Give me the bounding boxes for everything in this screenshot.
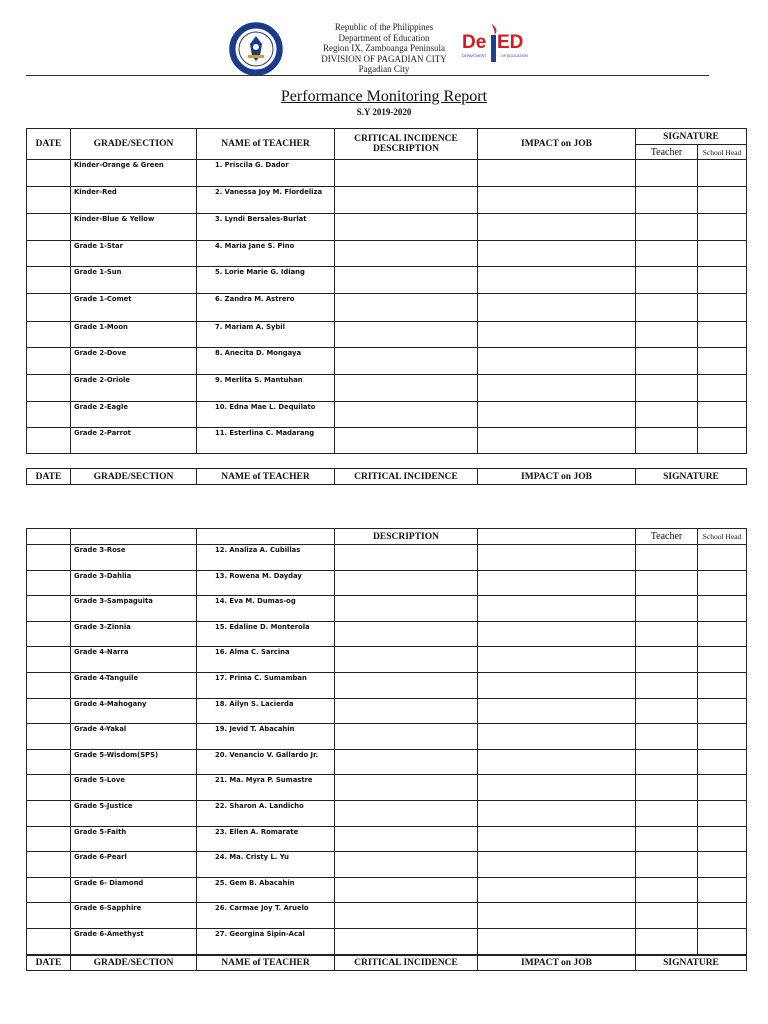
- col-date-header: DATE: [27, 129, 71, 160]
- school-head-signature-cell[interactable]: [698, 928, 747, 954]
- date-cell[interactable]: [27, 672, 71, 698]
- grade-section-cell: Kinder-Orange & Green: [71, 160, 197, 187]
- svg-text:OF EDUCATION: OF EDUCATION: [501, 54, 528, 58]
- grade-section-cell: Grade 2-Parrot: [71, 428, 197, 454]
- critical-incidence-cell[interactable]: [335, 775, 478, 801]
- critical-incidence-cell[interactable]: [335, 621, 478, 647]
- teacher-name-cell: 10. Edna Mae L. Dequilato: [197, 402, 335, 428]
- header-line-division: DIVISION OF PAGADIAN CITY: [321, 53, 447, 64]
- teacher-name-cell: 13. Rowena M. Dayday: [197, 570, 335, 596]
- impact-on-job-cell[interactable]: [478, 826, 636, 852]
- school-head-signature-cell[interactable]: [698, 214, 747, 241]
- table-row: [27, 214, 747, 241]
- col-sig-teacher-header: Teacher: [636, 529, 698, 545]
- critical-incidence-cell[interactable]: [335, 241, 478, 267]
- date-cell[interactable]: [27, 826, 71, 852]
- teacher-signature-cell[interactable]: [636, 749, 698, 775]
- impact-on-job-cell[interactable]: [478, 187, 636, 214]
- school-head-signature-cell[interactable]: [698, 375, 747, 402]
- table-row: [27, 749, 747, 775]
- teacher-signature-cell[interactable]: [636, 800, 698, 826]
- col-sig-head-header: School Head: [698, 529, 747, 545]
- date-cell[interactable]: [27, 375, 71, 402]
- col-incidence-header: CRITICAL INCIDENCE DESCRIPTION: [335, 129, 478, 160]
- header-line-republic: Republic of the Philippines: [334, 22, 434, 32]
- grade-section-cell: Grade 1-Sun: [71, 267, 197, 294]
- grade-section-cell: Grade 4-Tanguile: [71, 672, 197, 698]
- table-row: [27, 428, 747, 454]
- teacher-signature-cell[interactable]: [636, 187, 698, 214]
- col-signature-header: SIGNATURE: [636, 469, 747, 485]
- critical-incidence-cell[interactable]: [335, 800, 478, 826]
- table-row: [27, 724, 747, 750]
- impact-on-job-cell[interactable]: [478, 428, 636, 454]
- impact-on-job-cell[interactable]: [478, 800, 636, 826]
- teacher-signature-cell[interactable]: [636, 348, 698, 375]
- col-grade-header: GRADE/SECTION: [71, 956, 197, 971]
- date-cell[interactable]: [27, 160, 71, 187]
- teacher-signature-cell[interactable]: [636, 402, 698, 428]
- critical-incidence-cell[interactable]: [335, 570, 478, 596]
- date-cell[interactable]: [27, 749, 71, 775]
- date-cell[interactable]: [27, 322, 71, 348]
- critical-incidence-cell[interactable]: [335, 160, 478, 187]
- teacher-name-cell: 11. Esterlina C. Madarang: [197, 428, 335, 454]
- col-grade-header: GRADE/SECTION: [71, 129, 197, 160]
- grade-section-cell: Grade 3-Rose: [71, 545, 197, 571]
- col-signature-header: SIGNATURE: [636, 129, 747, 145]
- teacher-name-cell: 4. Maria Jane S. Pino: [197, 241, 335, 267]
- teacher-name-cell: 17. Prima C. Sumamban: [197, 672, 335, 698]
- col-incidence-header: CRITICAL INCIDENCE: [335, 469, 478, 485]
- impact-on-job-cell[interactable]: [478, 775, 636, 801]
- school-head-signature-cell[interactable]: [698, 402, 747, 428]
- critical-incidence-cell[interactable]: [335, 348, 478, 375]
- col-date-header-blank: [27, 529, 71, 545]
- teacher-signature-cell[interactable]: [636, 267, 698, 294]
- teacher-name-cell: 14. Eva M. Dumas-og: [197, 596, 335, 622]
- teacher-name-cell: 24. Ma. Cristy L. Yu: [197, 852, 335, 878]
- table-row: [27, 294, 747, 322]
- page-title: Performance Monitoring Report: [280, 88, 488, 105]
- date-cell[interactable]: [27, 621, 71, 647]
- teacher-name-cell: 18. Ailyn S. Lacierda: [197, 698, 335, 724]
- teacher-signature-cell[interactable]: [636, 322, 698, 348]
- table-row: [27, 267, 747, 294]
- grade-section-cell: Grade 2-Eagle: [71, 402, 197, 428]
- grade-section-cell: Grade 5-Wisdom(SPS): [71, 749, 197, 775]
- critical-incidence-cell[interactable]: [335, 267, 478, 294]
- col-teacher-header: NAME of TEACHER: [197, 956, 335, 971]
- teacher-name-cell: 1. Priscila G. Dador: [197, 160, 335, 187]
- date-cell[interactable]: [27, 348, 71, 375]
- grade-section-cell: Grade 6-Amethyst: [71, 928, 197, 954]
- teacher-signature-cell[interactable]: [636, 647, 698, 673]
- impact-on-job-cell[interactable]: [478, 545, 636, 571]
- grade-section-cell: Kinder-Red: [71, 187, 197, 214]
- teacher-name-cell: 16. Alma C. Sarcina: [197, 647, 335, 673]
- date-cell[interactable]: [27, 294, 71, 322]
- grade-section-cell: Grade 6- Diamond: [71, 877, 197, 903]
- col-teacher-header: NAME of TEACHER: [197, 129, 335, 160]
- teacher-signature-cell[interactable]: [636, 160, 698, 187]
- table-row: [27, 160, 747, 187]
- col-date-header: DATE: [27, 469, 71, 485]
- table-row: [27, 903, 747, 929]
- critical-incidence-cell[interactable]: [335, 826, 478, 852]
- grade-section-cell: Grade 4-Narra: [71, 647, 197, 673]
- col-sig-teacher-header: Teacher: [636, 145, 698, 160]
- critical-incidence-cell[interactable]: [335, 187, 478, 214]
- header-line-city: Pagadian City: [358, 64, 410, 74]
- grade-section-cell: Grade 3-Sampaguita: [71, 596, 197, 622]
- school-head-signature-cell[interactable]: [698, 903, 747, 929]
- teacher-signature-cell[interactable]: [636, 596, 698, 622]
- col-impact-header-blank: [478, 529, 636, 545]
- school-head-signature-cell[interactable]: [698, 749, 747, 775]
- impact-on-job-cell[interactable]: [478, 877, 636, 903]
- impact-on-job-cell[interactable]: [478, 672, 636, 698]
- impact-on-job-cell[interactable]: [478, 214, 636, 241]
- date-cell[interactable]: [27, 928, 71, 954]
- teacher-name-cell: 2. Vanessa Joy M. Flordeliza: [197, 187, 335, 214]
- grade-section-cell: Grade 6-Pearl: [71, 852, 197, 878]
- critical-incidence-cell[interactable]: [335, 852, 478, 878]
- teacher-name-cell: 22. Sharon A. Landicho: [197, 800, 335, 826]
- teacher-name-cell: 8. Anecita D. Mongaya: [197, 348, 335, 375]
- teacher-signature-cell[interactable]: [636, 826, 698, 852]
- col-incidence-header: CRITICAL INCIDENCE: [335, 956, 478, 971]
- impact-on-job-cell[interactable]: [478, 322, 636, 348]
- school-head-signature-cell[interactable]: [698, 241, 747, 267]
- impact-on-job-cell[interactable]: [478, 267, 636, 294]
- critical-incidence-cell[interactable]: [335, 749, 478, 775]
- col-date-header: DATE: [27, 956, 71, 971]
- col-teacher-header-blank: [197, 529, 335, 545]
- teacher-signature-cell[interactable]: [636, 775, 698, 801]
- critical-incidence-cell[interactable]: [335, 903, 478, 929]
- impact-on-job-cell[interactable]: [478, 375, 636, 402]
- date-cell[interactable]: [27, 187, 71, 214]
- grade-section-cell: Grade 1-Moon: [71, 322, 197, 348]
- teacher-signature-cell[interactable]: [636, 570, 698, 596]
- col-sig-head-header: School Head: [698, 145, 747, 160]
- critical-incidence-cell[interactable]: [335, 877, 478, 903]
- school-head-signature-cell[interactable]: [698, 428, 747, 454]
- svg-text:DEPARTMENT: DEPARTMENT: [462, 54, 487, 58]
- impact-on-job-cell[interactable]: [478, 647, 636, 673]
- monitoring-table-part2: [26, 528, 747, 955]
- date-cell[interactable]: [27, 570, 71, 596]
- svg-text:De: De: [462, 32, 487, 53]
- critical-incidence-cell[interactable]: [335, 928, 478, 954]
- header-line-region: Region IX, Zamboanga Peninsula: [323, 43, 445, 53]
- impact-on-job-cell[interactable]: [478, 294, 636, 322]
- critical-incidence-cell[interactable]: [335, 724, 478, 750]
- teacher-name-cell: 6. Zandra M. Astrero: [197, 294, 335, 322]
- critical-incidence-cell[interactable]: [335, 402, 478, 428]
- grade-section-cell: Grade 4-Yakal: [71, 724, 197, 750]
- critical-incidence-cell[interactable]: [335, 647, 478, 673]
- grade-section-cell: Grade 5-Love: [71, 775, 197, 801]
- teacher-name-cell: 25. Gem B. Abacahin: [197, 877, 335, 903]
- col-impact-header: IMPACT on JOB: [478, 469, 636, 485]
- table-row: [27, 647, 747, 673]
- teacher-signature-cell[interactable]: [636, 428, 698, 454]
- date-cell[interactable]: [27, 698, 71, 724]
- teacher-signature-cell[interactable]: [636, 852, 698, 878]
- school-head-signature-cell[interactable]: [698, 596, 747, 622]
- date-cell[interactable]: [27, 724, 71, 750]
- date-cell[interactable]: [27, 800, 71, 826]
- impact-on-job-cell[interactable]: [478, 621, 636, 647]
- impact-on-job-cell[interactable]: [478, 903, 636, 929]
- table-row: [27, 348, 747, 375]
- table-row: [27, 672, 747, 698]
- repeated-header-table: [26, 468, 747, 485]
- teacher-name-cell: 23. Ellen A. Romarate: [197, 826, 335, 852]
- school-head-signature-cell[interactable]: [698, 877, 747, 903]
- impact-on-job-cell[interactable]: [478, 402, 636, 428]
- grade-section-cell: Grade 3-Zinnia: [71, 621, 197, 647]
- impact-on-job-cell[interactable]: [478, 596, 636, 622]
- teacher-name-cell: 20. Venancio V. Gallardo Jr.: [197, 749, 335, 775]
- deped-logo-icon: [459, 20, 533, 66]
- grade-section-cell: Grade 6-Sapphire: [71, 903, 197, 929]
- critical-incidence-cell[interactable]: [335, 214, 478, 241]
- table-row: [27, 241, 747, 267]
- date-cell[interactable]: [27, 775, 71, 801]
- teacher-name-cell: 27. Georgina Sipin-Acal: [197, 928, 335, 954]
- critical-incidence-cell[interactable]: [335, 545, 478, 571]
- teacher-signature-cell[interactable]: [636, 672, 698, 698]
- table-row: [27, 621, 747, 647]
- date-cell[interactable]: [27, 428, 71, 454]
- col-signature-header: SIGNATURE: [636, 956, 747, 971]
- critical-incidence-cell[interactable]: [335, 428, 478, 454]
- teacher-signature-cell[interactable]: [636, 698, 698, 724]
- teacher-name-cell: 7. Mariam A. Sybil: [197, 322, 335, 348]
- col-grade-header: GRADE/SECTION: [71, 469, 197, 485]
- date-cell[interactable]: [27, 647, 71, 673]
- teacher-signature-cell[interactable]: [636, 294, 698, 322]
- table-row: [27, 698, 747, 724]
- school-year: S.Y 2019-2020: [356, 107, 412, 117]
- teacher-name-cell: 26. Carmae Joy T. Aruelo: [197, 903, 335, 929]
- grade-section-cell: Grade 2-Dove: [71, 348, 197, 375]
- grade-section-cell: Grade 2-Oriole: [71, 375, 197, 402]
- date-cell[interactable]: [27, 852, 71, 878]
- impact-on-job-cell[interactable]: [478, 749, 636, 775]
- header-divider: [26, 75, 709, 76]
- teacher-signature-cell[interactable]: [636, 724, 698, 750]
- teacher-signature-cell[interactable]: [636, 375, 698, 402]
- col-description-header: DESCRIPTION: [335, 529, 478, 545]
- teacher-signature-cell[interactable]: [636, 928, 698, 954]
- impact-on-job-cell[interactable]: [478, 241, 636, 267]
- school-head-signature-cell[interactable]: [698, 294, 747, 322]
- grade-section-cell: Grade 4-Mahogany: [71, 698, 197, 724]
- teacher-name-cell: 19. Jevid T. Abacahin: [197, 724, 335, 750]
- grade-section-cell: Grade 3-Dahlia: [71, 570, 197, 596]
- table-row: [27, 826, 747, 852]
- school-head-signature-cell[interactable]: [698, 160, 747, 187]
- teacher-name-cell: 15. Edaline D. Monterola: [197, 621, 335, 647]
- teacher-signature-cell[interactable]: [636, 877, 698, 903]
- school-head-signature-cell[interactable]: [698, 775, 747, 801]
- school-head-signature-cell[interactable]: [698, 545, 747, 571]
- school-head-signature-cell[interactable]: [698, 621, 747, 647]
- school-head-signature-cell[interactable]: [698, 570, 747, 596]
- teacher-signature-cell[interactable]: [636, 241, 698, 267]
- date-cell[interactable]: [27, 877, 71, 903]
- grade-section-cell: Grade 5-Justice: [71, 800, 197, 826]
- teacher-signature-cell[interactable]: [636, 903, 698, 929]
- impact-on-job-cell[interactable]: [478, 698, 636, 724]
- monitoring-table-part1: [26, 128, 747, 454]
- critical-incidence-cell[interactable]: [335, 375, 478, 402]
- school-head-signature-cell[interactable]: [698, 348, 747, 375]
- teacher-name-cell: 9. Merlita S. Mantuhan: [197, 375, 335, 402]
- school-head-signature-cell[interactable]: [698, 322, 747, 348]
- header-line-department: Department of Education: [338, 32, 430, 43]
- school-head-signature-cell[interactable]: [698, 826, 747, 852]
- table-row: [27, 322, 747, 348]
- table-row: [27, 402, 747, 428]
- impact-on-job-cell[interactable]: [478, 570, 636, 596]
- teacher-name-cell: 21. Ma. Myra P. Sumastre: [197, 775, 335, 801]
- agency-header: [0, 22, 768, 75]
- school-head-signature-cell[interactable]: [698, 267, 747, 294]
- col-impact-header: IMPACT on JOB: [478, 129, 636, 160]
- table-row: [27, 775, 747, 801]
- date-cell[interactable]: [27, 402, 71, 428]
- table-row: [27, 800, 747, 826]
- teacher-name-cell: 12. Analiza A. Cubillas: [197, 545, 335, 571]
- teacher-signature-cell[interactable]: [636, 214, 698, 241]
- critical-incidence-cell[interactable]: [335, 698, 478, 724]
- school-head-signature-cell[interactable]: [698, 724, 747, 750]
- critical-incidence-cell[interactable]: [335, 322, 478, 348]
- table-row: [27, 570, 747, 596]
- impact-on-job-cell[interactable]: [478, 852, 636, 878]
- school-head-signature-cell[interactable]: [698, 672, 747, 698]
- critical-incidence-cell[interactable]: [335, 672, 478, 698]
- date-cell[interactable]: [27, 596, 71, 622]
- table-row: [27, 928, 747, 954]
- teacher-signature-cell[interactable]: [636, 621, 698, 647]
- impact-on-job-cell[interactable]: [478, 724, 636, 750]
- col-teacher-header: NAME of TEACHER: [197, 469, 335, 485]
- date-cell[interactable]: [27, 214, 71, 241]
- footer-header-table: [26, 955, 747, 971]
- date-cell[interactable]: [27, 267, 71, 294]
- teacher-signature-cell[interactable]: [636, 545, 698, 571]
- col-grade-header-blank: [71, 529, 197, 545]
- impact-on-job-cell[interactable]: [478, 160, 636, 187]
- grade-section-cell: Grade 1-Comet: [71, 294, 197, 322]
- school-head-signature-cell[interactable]: [698, 647, 747, 673]
- table-row: [27, 596, 747, 622]
- svg-text:ED: ED: [497, 32, 524, 53]
- school-head-signature-cell[interactable]: [698, 852, 747, 878]
- date-cell[interactable]: [27, 241, 71, 267]
- table-row: [27, 877, 747, 903]
- table-row: [27, 852, 747, 878]
- grade-section-cell: Grade 1-Star: [71, 241, 197, 267]
- critical-incidence-cell[interactable]: [335, 596, 478, 622]
- school-head-signature-cell[interactable]: [698, 187, 747, 214]
- critical-incidence-cell[interactable]: [335, 294, 478, 322]
- impact-on-job-cell[interactable]: [478, 928, 636, 954]
- teacher-name-cell: 3. Lyndi Bersales-Burlat: [197, 214, 335, 241]
- date-cell[interactable]: [27, 545, 71, 571]
- school-head-signature-cell[interactable]: [698, 800, 747, 826]
- table-row: [27, 375, 747, 402]
- col-impact-header: IMPACT on JOB: [478, 956, 636, 971]
- impact-on-job-cell[interactable]: [478, 348, 636, 375]
- table-row: [27, 187, 747, 214]
- table-row: [27, 545, 747, 571]
- school-head-signature-cell[interactable]: [698, 698, 747, 724]
- teacher-name-cell: 5. Lorie Marie G. Idiang: [197, 267, 335, 294]
- date-cell[interactable]: [27, 903, 71, 929]
- grade-section-cell: Grade 5-Faith: [71, 826, 197, 852]
- grade-section-cell: Kinder-Blue & Yellow: [71, 214, 197, 241]
